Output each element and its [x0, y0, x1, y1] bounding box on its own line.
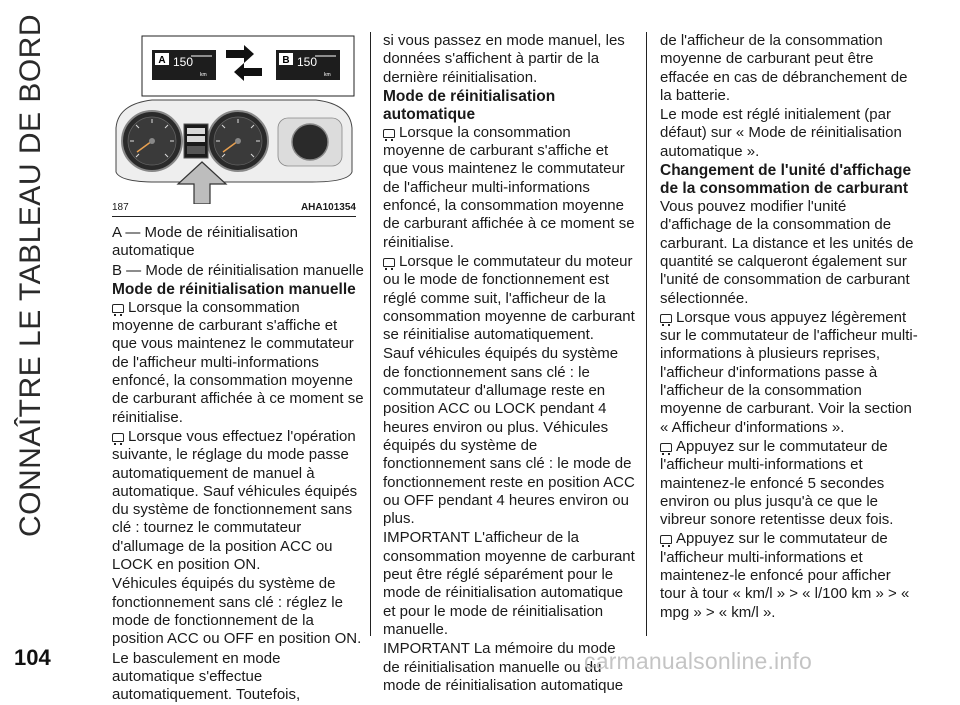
paragraph-text: Appuyez sur le commutateur de l'afficheur multi-informations et maintenez-le enfoncé 5 secondes environ ou plus jusqu'à ce que le vibreur sonore retentisse deux fois.: [660, 437, 894, 529]
heading-unit-change: Changement de l'unité d'affichage de la consommation de carburant: [660, 162, 912, 198]
display-b-panel: [276, 50, 340, 80]
paragraph-text: Lorsque vous effectuez l'opération suivante, le réglage du mode passe automatiquement de manuel à automatique. Sauf véhicules équipés du système de fonctionnement sans clé : tournez le commutateur d'allumage de la position ACC ou LOCK en position ON.: [112, 427, 358, 574]
caption-a: A — Mode de réinitialisation automatique: [112, 224, 298, 260]
paragraph: IMPORTANT La mémoire du mode de réinitialisation manuelle ou du mode de réinitialisation automatique: [383, 640, 624, 694]
paragraph-text: Lorsque la consommation moyenne de carburant s'affiche et que vous maintenez le commutateur de l'afficheur multi-informations enfoncé, la consommation moyenne de carburant affichée à ce moment se réinitialise.: [112, 298, 364, 426]
paragraph-text: Lorsque la consommation moyenne de carburant s'affiche et que vous maintenez le commutateur de l'afficheur multi-informations enfoncé, la consommation moyenne de carburant affichée à ce moment se réinitialise.: [383, 123, 635, 251]
heading-manual-reset: Mode de réinitialisation manuelle: [112, 280, 356, 298]
paragraph-text: Lorsque le commutateur du moteur ou le mode de fonctionnement est réglé comme suit, l'afficheur de la consommation moyenne de carburant se réinitialise automatiquement.: [383, 252, 635, 344]
heading-auto-reset: Mode de réinitialisation automatique: [383, 87, 556, 123]
paragraph-text: Appuyez sur le commutateur de l'afficheur multi-informations et maintenez-le enfoncé pour afficher tour à tour « km/l » > « l/100 km » > « mpg » > « km/l ».: [660, 530, 910, 621]
figure-code: AHA101354: [300, 202, 356, 213]
figure-number: 187: [112, 202, 129, 213]
caption-b: B — Mode de réinitialisation manuelle: [112, 261, 364, 279]
text-column-1: [112, 224, 364, 705]
paragraph: [383, 253, 635, 344]
page-number: 104: [14, 645, 51, 670]
car-icon: [112, 304, 124, 313]
figure-caption-bar: [112, 202, 356, 217]
paragraph: si vous passez en mode manuel, les données s'affichent à partir de la dernière réinitialisation.: [383, 32, 625, 86]
display-a-reading: 150: [173, 55, 194, 69]
paragraph: Sauf véhicules équipés du système de fonctionnement sans clé : le commutateur d'allumage reste en position ACC ou LOCK pendant 4 heures environ ou plus. Véhicules équipés du système de fonctionnement sans clé : le mode de fonctionnement reste en position ACC ou OFF pendant 4 heures environ ou plus.: [383, 345, 635, 528]
car-icon: [112, 433, 124, 442]
display-a-unit: km: [200, 72, 207, 78]
paragraph: [660, 530, 918, 621]
car-icon: [383, 258, 395, 267]
car-icon: [660, 535, 672, 544]
paragraph: Le mode est réglé initialement (par défaut) sur « Mode de réinitialisation automatique ».: [660, 106, 902, 160]
paragraph: Le basculement en mode automatique s'effectue automatiquement. Toutefois,: [112, 649, 301, 704]
car-icon: [660, 314, 672, 323]
paragraph: Véhicules équipés du système de fonctionnement sans clé : réglez le mode de fonctionnement de la position ACC ou OFF en position ON.: [112, 575, 362, 648]
car-icon: [660, 443, 672, 452]
paragraph-text: Lorsque vous appuyez légèrement sur le commutateur de l'afficheur multi-informations à plusieurs reprises, l'afficheur d'informations passe à l'afficheur de la consommation moyenne de carburant. Voir la section « Afficheur d'informations ».: [660, 308, 918, 436]
display-b-unit: km: [324, 72, 331, 78]
instrument-cluster-figure: [112, 32, 356, 204]
paragraph: [112, 428, 364, 574]
speedometer-gauge: [208, 111, 268, 171]
watermark: carmanualsonline.info: [584, 648, 812, 674]
paragraph: Vous pouvez modifier l'unité d'affichage de la consommation de carburant. La distance et les unités de quantité se calqueront également sur l'unité de consommation de carburant sélectionnée.: [660, 198, 914, 307]
display-a-panel: [152, 50, 216, 80]
text-column-3: [660, 32, 918, 623]
paragraph: [112, 299, 364, 427]
paragraph: IMPORTANT L'afficheur de la consommation moyenne de carburant peut être réglé séparément pour le mode de réinitialisation automatique et pour le mode de réinitialisation manuelle.: [383, 529, 635, 638]
multi-information-display: [184, 124, 208, 158]
paragraph: [660, 438, 918, 529]
car-icon: [383, 129, 395, 138]
text-column-2: [383, 32, 635, 696]
display-b-reading: 150: [297, 55, 318, 69]
section-side-title: CONNAÎTRE LE TABLEAU DE BORD: [14, 14, 47, 538]
paragraph: [660, 309, 918, 437]
display-b-label: B: [282, 55, 290, 66]
paragraph: de l'afficheur de la consommation moyenne de carburant peut être effacée en cas de débranchement de la batterie.: [660, 32, 908, 104]
paragraph: [383, 124, 635, 252]
column-divider: [370, 32, 371, 636]
tachometer-gauge: [122, 111, 182, 171]
column-divider: [646, 32, 647, 636]
display-a-label: A: [158, 55, 166, 66]
